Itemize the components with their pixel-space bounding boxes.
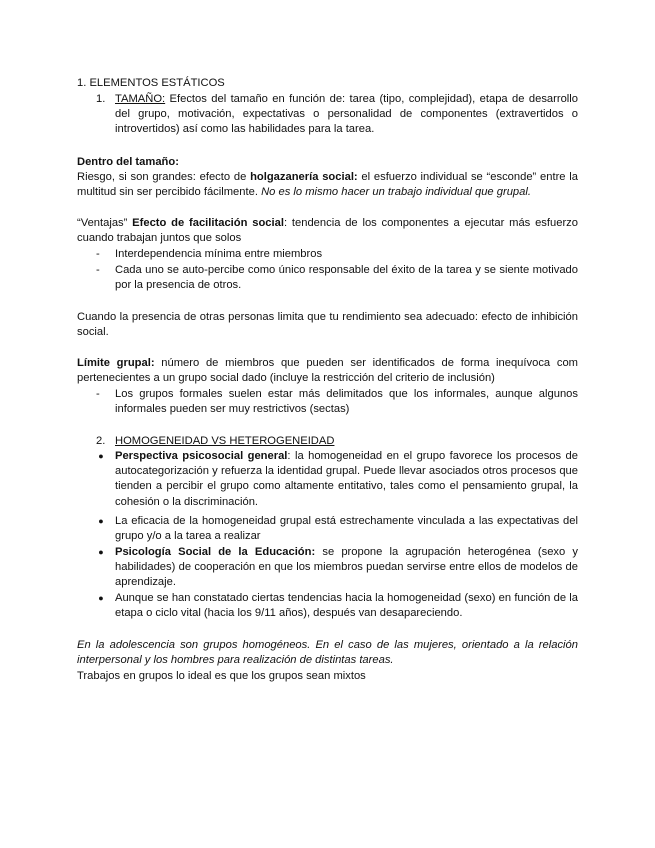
dash-marker: -: [96, 388, 100, 400]
holgazaneria-paragraph: [77, 170, 578, 200]
limite-dash-item: Los grupos formales suelen estar más delimitados que los informales, aunque algunos informales pueden ser muy restrictivos (sectas): [115, 388, 578, 416]
bullet-marker: ●: [98, 451, 104, 461]
bullet-marker: ●: [98, 516, 104, 526]
dash-item-2: Cada uno se auto-percibe como único responsable del éxito de la tarea y se siente motivado por la presencia de otros.: [115, 264, 578, 292]
facilitacion-paragraph: [77, 216, 578, 246]
section-2-heading: HOMOGENEIDAD VS HETEROGENEIDAD: [115, 435, 335, 447]
tamano-heading: Dentro del tamaño:: [77, 156, 179, 168]
item-1-text: Efectos del tamaño en función de: tarea (tipo, complejidad), etapa de desarrollo del grupo, motivación, expectativas o personalidad de componentes (extravertidos o introvertidos) así como las habilidades para la tarea.: [115, 93, 579, 136]
bullet-1-text: : la homogeneidad en el grupo favorece los procesos de autocategorización y refuerza la identidad grupal. Puede llevar asociados otros procesos que tienden a percibir el grupo como altamente entitativo, tales como el pensamiento grupal, la cohesión o la discriminación.: [115, 450, 578, 508]
psicologia-term: Psicología Social de la Educación:: [115, 546, 316, 558]
facilitacion-term: Efecto de facilitación social: [132, 217, 284, 229]
item-1-number: 1.: [96, 93, 106, 105]
section-1-heading: 1. ELEMENTOS ESTÁTICOS: [77, 77, 225, 89]
mixtos-conclusion: Trabajos en grupos lo ideal es que los grupos sean mixtos: [77, 670, 366, 682]
p1-text-b: el esfuerzo individual se “esconde” entre la multitud sin ser percibido fácilmente.: [77, 171, 578, 199]
p2-text-a: “Ventajas”: [77, 217, 133, 229]
p1-italic-note: No es lo mismo hacer un trabajo individual que grupal.: [261, 186, 531, 199]
limite-term: Límite grupal:: [77, 357, 155, 369]
bullet-item-4: Aunque se han constatado ciertas tendencias hacia la homogeneidad (sexo) en función de la etapa o ciclo vital (hacia los 9/11 años), después van desapareciendo.: [115, 592, 578, 620]
dash-item-1: Interdependencia mínima entre miembros: [115, 248, 323, 260]
p2-text-b: : tendencia de los componentes a ejecutar más esfuerzo cuando trabajan juntos que solos: [77, 217, 578, 245]
adolescencia-note: En la adolescencia son grupos homogéneos. En el caso de las mujeres, orientado a la relación interpersonal y los hombres para realización de distintas tareas.: [77, 639, 578, 667]
limite-paragraph: [77, 356, 578, 386]
limite-text: número de miembros que pueden ser identificados de forma inequívoca com pertenecientes a un grupo social dado (incluye la restricción del criterio de inclusión): [77, 357, 578, 385]
bullet-item-3: [115, 545, 578, 591]
perspectiva-term: Perspectiva psicosocial general: [115, 450, 288, 462]
dash-marker: -: [96, 264, 100, 276]
bullet-marker: ●: [98, 593, 104, 603]
section-2-number: 2.: [96, 435, 106, 447]
bullet-marker: ●: [98, 547, 104, 557]
bullet-item-1: [115, 449, 578, 510]
p1-text-a: Riesgo, si son grandes: efecto de: [77, 171, 251, 183]
inhibicion-paragraph: Cuando la presencia de otras personas limita que tu rendimiento sea adecuado: efecto de inhibición social.: [77, 311, 578, 339]
item-1-label: TAMAÑO:: [115, 93, 166, 105]
bullet-3-text: se propone la agrupación heterogénea (sexo y habilidades) de cooperación en que los miembros puedan servirse entre ellos de modelos de aprendizaje.: [115, 546, 578, 589]
dash-marker: -: [96, 248, 100, 260]
item-1-paragraph: [115, 92, 578, 138]
holgazaneria-term: holgazanería social:: [250, 171, 358, 183]
bullet-item-2: La eficacia de la homogeneidad grupal está estrechamente vinculada a las expectativas del grupo y/o a la tarea a realizar: [115, 515, 578, 543]
